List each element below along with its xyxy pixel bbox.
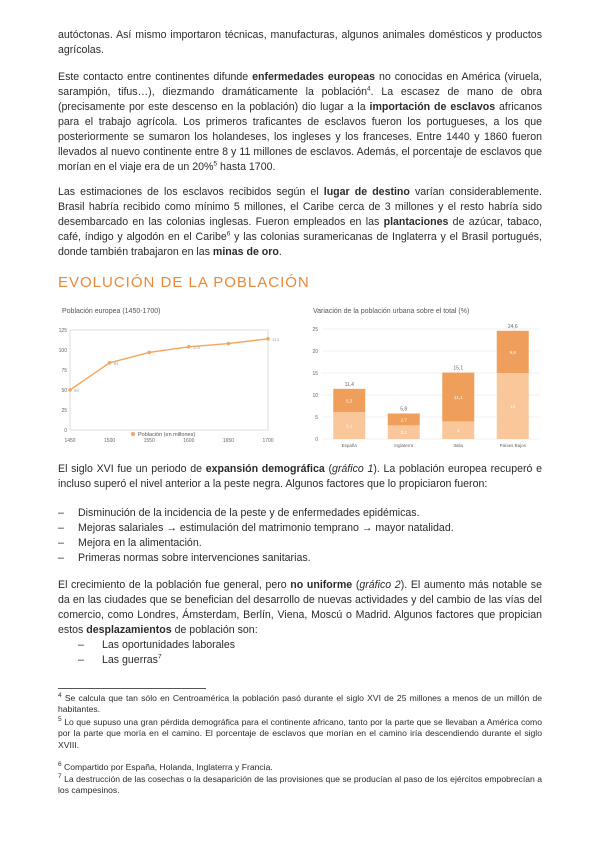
segment-label: 11,1 <box>454 394 463 400</box>
total-label: 5,8 <box>400 406 408 413</box>
footnote-text: Compartido por España, Holanda, Inglaterra y Francia. <box>64 762 273 772</box>
segment-label: 6,1 <box>346 423 353 429</box>
category-label: Países Bajos <box>499 443 526 448</box>
data-point <box>227 342 231 346</box>
segment-label: 2,7 <box>400 417 407 423</box>
y-tick-label: 20 <box>312 349 318 355</box>
x-tick-label: 1550 <box>143 438 155 444</box>
x-tick-label: 1450 <box>64 438 76 444</box>
text: de población son: <box>171 624 258 636</box>
footnote-4 <box>58 693 542 716</box>
bar-chart-urban <box>300 316 540 456</box>
list-item: – Mejora en la alimentación. <box>58 536 542 551</box>
text: de azúcar, tabaco, café, índigo y algodón en el Caribe <box>58 216 542 243</box>
paragraph-diseases <box>58 70 542 175</box>
data-label: 50 <box>74 388 80 393</box>
footnote-number: 5 <box>58 716 62 724</box>
text: ( <box>352 579 360 591</box>
plot-area <box>70 330 268 430</box>
category-label: España <box>341 443 357 448</box>
footnote-7 <box>58 774 542 797</box>
y-tick-label: 25 <box>312 327 318 333</box>
footnote-6 <box>58 762 542 773</box>
text: Este contacto entre continentes difunde <box>58 71 253 83</box>
data-label: 84 <box>113 360 119 366</box>
series-line <box>70 339 268 390</box>
segment-label: 4 <box>456 428 460 434</box>
y-tick-label: 10 <box>312 393 318 399</box>
footnote-text: Se calcula que tan sólo en Centroamérica la población pasó durante el siglo XVI de 25 millones a menos de un millón de habitantes. <box>58 693 543 715</box>
italic-ref: gráfico 2 <box>359 579 401 591</box>
y-tick-label: 25 <box>61 408 67 414</box>
text: autóctonas. Así mismo importaron técnicas, manufacturas, algunos animales domésticos y productos agrícolas. <box>58 29 542 56</box>
italic-ref: gráfico 1 <box>332 463 374 475</box>
chart2-title: Variación de la población urbana sobre el total (%) <box>313 308 470 315</box>
data-point <box>266 337 270 341</box>
data-label: 104 <box>192 344 201 350</box>
legend-marker <box>131 432 135 436</box>
segment-label: 3,1 <box>400 430 407 436</box>
text: varían considerablemente. Brasil habría recibido como mínimo 5 millones, el Caribe cerca de 3 millones y el resto habría sido desembarcado en las colonias inglesas. Fueron empleados en las <box>58 186 542 228</box>
y-tick-label: 0 <box>315 437 318 443</box>
bold-text: lugar de destino <box>323 186 410 198</box>
footnote-number: 6 <box>58 761 62 769</box>
chart1-title: Población europea (1450-1700) <box>62 308 161 315</box>
factors-list <box>58 506 542 566</box>
footnote-text: La destrucción de las cosechas o la desaparición de las provisiones que se producían al paso de los ejércitos empobrecían a los campesinos. <box>58 774 543 796</box>
text: . La escasez de mano de obra (precisamente por este descenso en la población) dio lugar a la <box>58 86 542 113</box>
footnote-5 <box>58 717 542 751</box>
bold-text: minas de oro <box>212 246 279 258</box>
y-tick-label: 75 <box>61 368 67 374</box>
bold-text: desplazamientos <box>86 624 172 636</box>
paragraph-non-uniform <box>58 578 542 638</box>
segment-label: 9,6 <box>509 349 516 355</box>
category-label: Inglaterra <box>394 443 414 448</box>
y-tick-label: 50 <box>61 388 67 394</box>
text: hasta 1700. <box>217 161 276 173</box>
text: . <box>278 246 282 258</box>
text: El crecimiento de la población fue general, pero <box>58 579 291 591</box>
y-tick-label: 125 <box>58 328 67 334</box>
text: El siglo XVI fue un periodo de <box>58 463 206 475</box>
y-tick-label: 100 <box>58 348 67 354</box>
paragraph-expansion <box>58 462 542 492</box>
bold-text: expansión demográfica <box>205 463 325 475</box>
list-item: – Primeras normas sobre intervenciones sanitarias. <box>58 551 542 566</box>
total-label: 11,4 <box>344 381 354 388</box>
category-label: Italia <box>453 443 464 448</box>
x-tick-label: 1650 <box>222 438 234 444</box>
segment-label: 5,3 <box>346 398 353 404</box>
y-tick-label: 5 <box>315 415 318 421</box>
data-point <box>187 345 191 349</box>
bold-text: enfermedades europeas <box>252 71 375 83</box>
list-item: – Disminución de la incidencia de la peste y de enfermedades epidémicas. <box>58 506 542 521</box>
total-label: 24,6 <box>507 323 518 330</box>
footnote-text: Lo que supuso una gran pérdida demográfica para el continente africano, tanto por la parte que se llevaban a América como por la parte que moría en el camino. El porcentaje de esclavos que morían en el camino iría descendiendo durante el siglo XVIII. <box>58 717 542 750</box>
legend-label: Población (en millones) <box>138 432 196 438</box>
data-point <box>147 351 151 355</box>
bold-text: importación de esclavos <box>369 101 496 113</box>
text: no conocidas en América (viruela, sarampión, tifus…), diezmando dramáticamente la población <box>58 71 542 98</box>
text: ( <box>324 463 332 475</box>
text: Las guerras <box>102 654 158 666</box>
bold-text: no uniforme <box>290 579 353 591</box>
paragraph-continuation <box>58 28 542 58</box>
displacement-list <box>58 638 542 668</box>
x-tick-label: 1500 <box>104 438 116 444</box>
footnote-divider <box>58 688 206 689</box>
list-item <box>58 638 542 653</box>
text: ). La población europea recuperó e incluso superó el nivel anterior a la peste negra. Algunos factores que lo propiciaron fueron: <box>58 463 542 490</box>
text: ). El aumento más notable se da en las ciudades que se benefician del desarrollo de nuevas actividades y del cambio de las vías del comercio, como Londres, Ámsterdam, Berlín, Viena, Moscú o Madrid. Algunos factores que propician estos <box>58 579 542 636</box>
bold-text: plantaciones <box>383 216 449 228</box>
footnote-ref[interactable]: 5 <box>213 160 218 168</box>
footnote-number: 4 <box>58 692 62 700</box>
text: Las estimaciones de los esclavos recibidos según el <box>58 186 324 198</box>
x-tick-label: 1700 <box>262 438 274 444</box>
footnote-ref[interactable]: 7 <box>157 653 162 661</box>
data-point <box>68 388 72 392</box>
line-chart-population <box>50 318 280 468</box>
y-tick-label: 0 <box>64 428 67 434</box>
x-tick-label: 1600 <box>183 438 195 444</box>
data-point <box>108 361 112 365</box>
text: Las oportunidades laborales <box>102 639 236 651</box>
total-label: 15,1 <box>453 365 464 372</box>
list-item <box>58 653 542 668</box>
footnote-ref[interactable]: 6 <box>226 230 231 238</box>
section-heading: EVOLUCIÓN DE LA POBLACIÓN <box>58 274 310 291</box>
text: africanos para el trabajo agrícola. Los primeros traficantes de esclavos fueron los portugueses, a los que posteriormente se sumaron los holandeses, los ingleses y los franceses. Entre 1440 y 1860 fueron llevados al nuevo continente entre 8 y 11 millones de esclavos. Además, el porcentaje de esclavos que morían en el viaje era de un 20% <box>58 101 543 173</box>
paragraph-destinations <box>58 185 542 260</box>
y-tick-label: 15 <box>312 371 318 377</box>
footnote-number: 7 <box>58 773 62 781</box>
list-item: – Mejoras salariales → estimulación del matrimonio temprano → mayor natalidad. <box>58 521 542 536</box>
footnote-ref[interactable]: 4 <box>367 85 371 93</box>
segment-label: 15 <box>510 404 516 409</box>
text: y las colonias suramericanas de Inglaterra y el Brasil portugués, donde también trabajaron en las <box>58 231 542 258</box>
data-label: 114 <box>272 336 280 342</box>
